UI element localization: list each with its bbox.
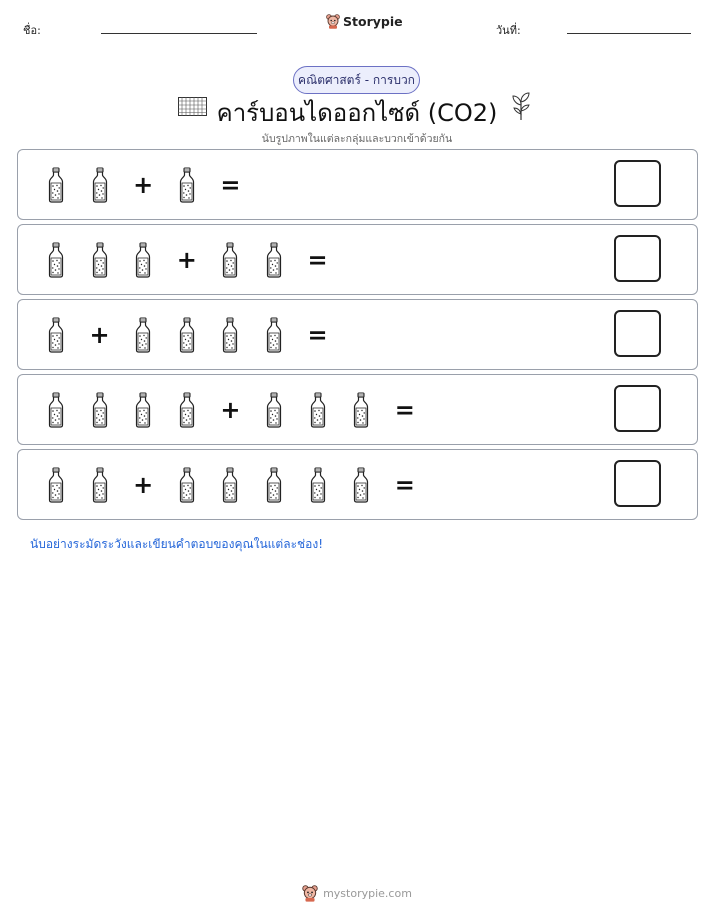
bottle-icon bbox=[135, 242, 151, 278]
bottle-icon bbox=[266, 317, 282, 353]
answer-box[interactable] bbox=[614, 310, 661, 357]
bottle-icon bbox=[179, 392, 195, 428]
equals-sign: = bbox=[394, 395, 415, 424]
bottle-icon bbox=[310, 392, 326, 428]
plus-sign: + bbox=[176, 245, 197, 274]
bottle-icon bbox=[266, 392, 282, 428]
bear-logo-icon bbox=[326, 14, 340, 29]
bottle-icon bbox=[48, 167, 64, 203]
brand-name: Storypie bbox=[343, 14, 403, 29]
name-label: ชื่อ: bbox=[23, 24, 41, 37]
bottle-icon bbox=[135, 317, 151, 353]
bottle-icon bbox=[92, 467, 108, 503]
bottle-icon bbox=[310, 467, 326, 503]
bottle-icon bbox=[266, 467, 282, 503]
brand-logo bbox=[326, 14, 403, 29]
bottle-icon bbox=[222, 317, 238, 353]
answer-box[interactable] bbox=[614, 235, 661, 282]
bottle-icon bbox=[48, 242, 64, 278]
footer-url: mystorypie.com bbox=[323, 887, 412, 900]
bottle-icon bbox=[353, 392, 369, 428]
plant-icon bbox=[510, 91, 532, 121]
plus-sign: + bbox=[89, 320, 110, 349]
problem-list bbox=[17, 149, 698, 524]
bottle-icon bbox=[48, 392, 64, 428]
bottle-icon bbox=[222, 242, 238, 278]
equals-sign: = bbox=[307, 320, 328, 349]
bottle-icon bbox=[92, 392, 108, 428]
plus-sign: + bbox=[220, 395, 241, 424]
bottle-icon bbox=[179, 317, 195, 353]
plus-sign: + bbox=[133, 170, 154, 199]
answer-box[interactable] bbox=[614, 460, 661, 507]
problem-row bbox=[17, 374, 698, 445]
instruction-text: นับอย่างระมัดระวังและเขียนคำตอบของคุณในแต่ละช่อง! bbox=[30, 537, 324, 551]
bottle-icon bbox=[48, 467, 64, 503]
bottle-icon bbox=[179, 167, 195, 203]
problem-row bbox=[17, 149, 698, 220]
answer-box[interactable] bbox=[614, 160, 661, 207]
date-label: วันที่: bbox=[496, 24, 521, 37]
plus-sign: + bbox=[133, 470, 154, 499]
bottle-icon bbox=[92, 167, 108, 203]
page-subtitle: นับรูปภาพในแต่ละกลุ่มและบวกเข้าด้วยกัน bbox=[261, 133, 453, 145]
date-line bbox=[567, 33, 691, 34]
footer bbox=[0, 885, 714, 902]
bottle-icon bbox=[353, 467, 369, 503]
subject-badge: คณิตศาสตร์ - การบวก bbox=[293, 66, 420, 94]
bottle-icon bbox=[222, 467, 238, 503]
bear-logo-icon bbox=[302, 885, 318, 902]
page-title: คาร์บอนไดออกไซด์ (CO2) bbox=[216, 99, 498, 127]
name-line bbox=[101, 33, 257, 34]
equals-sign: = bbox=[220, 170, 241, 199]
problem-row bbox=[17, 449, 698, 520]
bottle-icon bbox=[179, 467, 195, 503]
problem-row bbox=[17, 224, 698, 295]
bottle-icon bbox=[92, 242, 108, 278]
equals-sign: = bbox=[394, 470, 415, 499]
problem-row bbox=[17, 299, 698, 370]
bottle-icon bbox=[266, 242, 282, 278]
equals-sign: = bbox=[307, 245, 328, 274]
bottle-icon bbox=[48, 317, 64, 353]
answer-box[interactable] bbox=[614, 385, 661, 432]
bottle-icon bbox=[135, 392, 151, 428]
